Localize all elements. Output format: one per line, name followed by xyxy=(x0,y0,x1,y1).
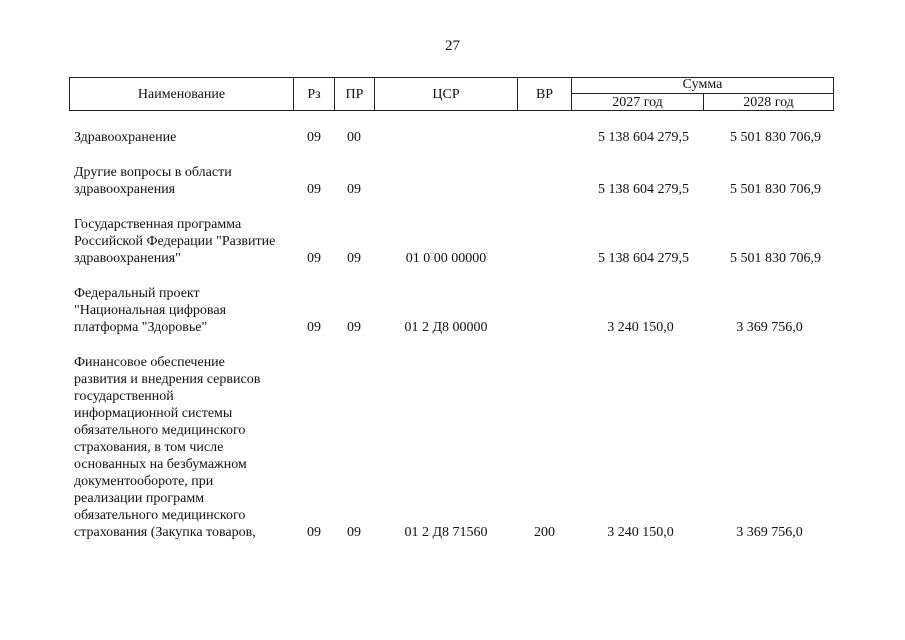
row-name: Здравоохранение xyxy=(74,130,177,145)
row-2027: 3 240 150,0 xyxy=(607,320,674,335)
row-vr: 200 xyxy=(534,525,555,540)
row-rz: 09 xyxy=(307,130,321,145)
row-pr: 09 xyxy=(347,320,361,335)
row-2028: 3 369 756,0 xyxy=(736,525,803,540)
row-csr: 01 2 Д8 00000 xyxy=(404,320,488,335)
row-pr: 09 xyxy=(347,251,361,266)
row-2027: 5 138 604 279,5 xyxy=(598,251,689,266)
header-year-2028: 2028 год xyxy=(743,95,794,110)
row-2027: 3 240 150,0 xyxy=(607,525,674,540)
row-csr: 01 2 Д8 71560 xyxy=(404,525,488,540)
row-2028: 3 369 756,0 xyxy=(736,320,803,335)
row-2027: 5 138 604 279,5 xyxy=(598,130,689,145)
row-csr: 01 0 00 00000 xyxy=(405,251,487,266)
header-vr: ВР xyxy=(535,87,554,102)
row-rz: 09 xyxy=(307,525,321,540)
row-pr: 09 xyxy=(347,525,361,540)
page-number: 27 xyxy=(445,38,460,54)
row-2028: 5 501 830 706,9 xyxy=(730,251,821,266)
row-2028: 5 501 830 706,9 xyxy=(730,182,821,197)
row-name: Государственная программа Российской Федерации "Развитие здравоохранения" xyxy=(74,217,276,266)
row-name: Федеральный проект "Национальная цифровая платформа "Здоровье" xyxy=(74,286,227,335)
row-rz: 09 xyxy=(307,182,321,197)
row-rz: 09 xyxy=(307,251,321,266)
header-csr: ЦСР xyxy=(432,87,460,102)
row-name: Финансовое обеспечение развития и внедрения сервисов государственной информационной системы обязательного медицинского страхования, в том числе основанных на безбумажном документообороте, при реализации программ обязательного медицинского страхования (Закупка товаров, xyxy=(74,355,261,540)
header-pr: ПР xyxy=(345,87,364,102)
row-pr: 09 xyxy=(347,182,361,197)
row-2028: 5 501 830 706,9 xyxy=(730,130,821,145)
row-pr: 00 xyxy=(347,130,361,145)
row-rz: 09 xyxy=(307,320,321,335)
header-name: Наименование xyxy=(137,87,226,102)
row-name: Другие вопросы в области здравоохранения xyxy=(74,165,232,197)
header-rz: Рз xyxy=(307,87,321,102)
row-2027: 5 138 604 279,5 xyxy=(598,182,689,197)
header-col-border-7 xyxy=(833,77,834,111)
header-sum: Сумма xyxy=(682,77,723,92)
header-year-2027: 2027 год xyxy=(612,95,663,110)
